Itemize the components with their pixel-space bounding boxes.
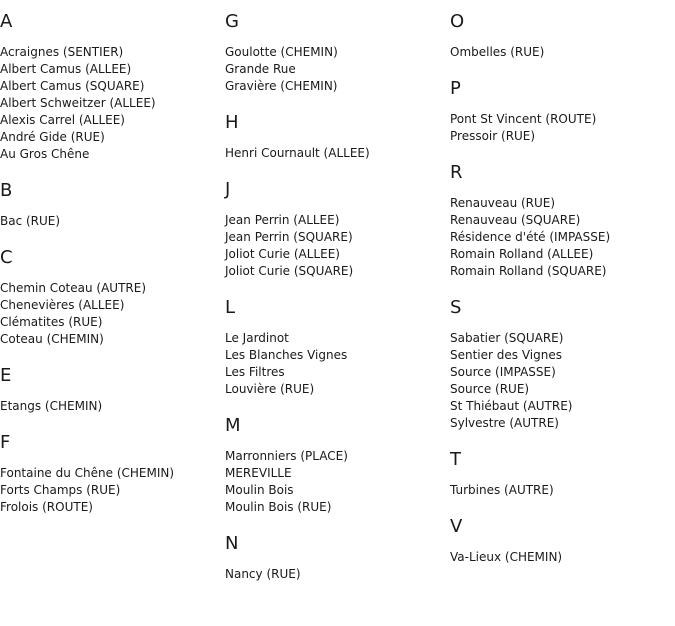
letter-group xyxy=(450,448,670,499)
street-link[interactable]: Coteau (CHEMIN) xyxy=(0,332,104,346)
street-link[interactable]: Albert Schweitzer (ALLEE) xyxy=(0,96,156,110)
letter-group xyxy=(225,296,445,398)
street-link[interactable]: St Thiébaut (AUTRE) xyxy=(450,399,573,413)
street-link[interactable]: Sentier des Vignes xyxy=(450,348,562,362)
street-link[interactable]: Pont St Vincent (ROUTE) xyxy=(450,112,597,126)
letter-group xyxy=(225,414,445,516)
street-index-column-1 xyxy=(0,10,220,532)
letter-group xyxy=(450,10,670,61)
street-link[interactable]: Sabatier (SQUARE) xyxy=(450,331,564,345)
street-link[interactable]: Joliot Curie (SQUARE) xyxy=(225,264,354,278)
letter-heading: B xyxy=(0,180,13,201)
letter-heading: O xyxy=(450,11,465,32)
street-link[interactable]: Frolois (ROUTE) xyxy=(0,500,93,514)
letter-heading: G xyxy=(225,11,239,32)
street-link[interactable]: Résidence d'été (IMPASSE) xyxy=(450,230,611,244)
street-link[interactable]: Renauveau (SQUARE) xyxy=(450,213,581,227)
street-link[interactable]: Albert Camus (SQUARE) xyxy=(0,79,145,93)
street-link[interactable]: Pressoir (RUE) xyxy=(450,129,536,143)
letter-heading: J xyxy=(225,179,231,200)
street-link[interactable]: Louvière (RUE) xyxy=(225,382,315,396)
street-link[interactable]: Les Filtres xyxy=(225,365,285,379)
street-link[interactable]: Gravière (CHEMIN) xyxy=(225,79,338,93)
letter-heading: M xyxy=(225,415,241,436)
street-link[interactable]: Moulin Bois xyxy=(225,483,294,497)
street-link[interactable]: Source (RUE) xyxy=(450,382,530,396)
street-link[interactable]: Fontaine du Chêne (CHEMIN) xyxy=(0,466,175,480)
letter-group xyxy=(450,161,670,280)
street-link[interactable]: André Gide (RUE) xyxy=(0,130,105,144)
letter-heading: L xyxy=(225,297,236,318)
letter-heading: N xyxy=(225,533,239,554)
letter-group xyxy=(450,77,670,145)
street-link[interactable]: Romain Rolland (ALLEE) xyxy=(450,247,594,261)
street-link[interactable]: Joliot Curie (ALLEE) xyxy=(225,247,340,261)
street-link[interactable]: Turbines (AUTRE) xyxy=(450,483,554,497)
street-link[interactable]: Ombelles (RUE) xyxy=(450,45,545,59)
street-link[interactable]: Source (IMPASSE) xyxy=(450,365,556,379)
street-link[interactable]: Henri Cournault (ALLEE) xyxy=(225,146,370,160)
street-link[interactable]: Les Blanches Vignes xyxy=(225,348,348,362)
letter-heading: P xyxy=(450,78,461,99)
street-link[interactable]: Marronniers (PLACE) xyxy=(225,449,348,463)
letter-heading: T xyxy=(450,449,461,470)
street-index-column-2 xyxy=(225,10,445,599)
letter-group xyxy=(450,515,670,566)
letter-group xyxy=(225,178,445,280)
letter-group xyxy=(225,532,445,583)
street-link[interactable]: Au Gros Chêne xyxy=(0,147,90,161)
street-link[interactable]: Sylvestre (AUTRE) xyxy=(450,416,559,430)
street-link[interactable]: Alexis Carrel (ALLEE) xyxy=(0,113,125,127)
street-link[interactable]: MEREVILLE xyxy=(225,466,292,480)
letter-heading: R xyxy=(450,162,463,183)
street-link[interactable]: Nancy (RUE) xyxy=(225,567,301,581)
letter-heading: E xyxy=(0,365,12,386)
letter-heading: V xyxy=(450,516,463,537)
letter-group xyxy=(225,111,445,162)
street-link[interactable]: Moulin Bois (RUE) xyxy=(225,500,332,514)
street-link[interactable]: Bac (RUE) xyxy=(0,214,61,228)
letter-heading: C xyxy=(0,247,13,268)
letter-heading: F xyxy=(0,432,11,453)
street-link[interactable]: Renauveau (RUE) xyxy=(450,196,556,210)
street-link[interactable]: Chenevières (ALLEE) xyxy=(0,298,125,312)
letter-heading: H xyxy=(225,112,239,133)
letter-group xyxy=(0,10,220,163)
street-link[interactable]: Acraignes (SENTIER) xyxy=(0,45,124,59)
street-link[interactable]: Le Jardinot xyxy=(225,331,289,345)
letter-group xyxy=(0,364,220,415)
letter-group xyxy=(0,431,220,516)
street-link[interactable]: Forts Champs (RUE) xyxy=(0,483,121,497)
street-link[interactable]: Etangs (CHEMIN) xyxy=(0,399,103,413)
street-link[interactable]: Clématites (RUE) xyxy=(0,315,103,329)
letter-heading: A xyxy=(0,11,13,32)
letter-group xyxy=(450,296,670,432)
street-link[interactable]: Grande Rue xyxy=(225,62,296,76)
street-index-column-3 xyxy=(450,10,670,582)
letter-group xyxy=(0,246,220,348)
street-link[interactable]: Chemin Coteau (AUTRE) xyxy=(0,281,146,295)
street-link[interactable]: Jean Perrin (ALLEE) xyxy=(225,213,340,227)
street-link[interactable]: Albert Camus (ALLEE) xyxy=(0,62,132,76)
street-link[interactable]: Romain Rolland (SQUARE) xyxy=(450,264,607,278)
street-link[interactable]: Goulotte (CHEMIN) xyxy=(225,45,338,59)
street-link[interactable]: Jean Perrin (SQUARE) xyxy=(225,230,353,244)
letter-group xyxy=(225,10,445,95)
letter-group xyxy=(0,179,220,230)
street-link[interactable]: Va-Lieux (CHEMIN) xyxy=(450,550,563,564)
letter-heading: S xyxy=(450,297,462,318)
